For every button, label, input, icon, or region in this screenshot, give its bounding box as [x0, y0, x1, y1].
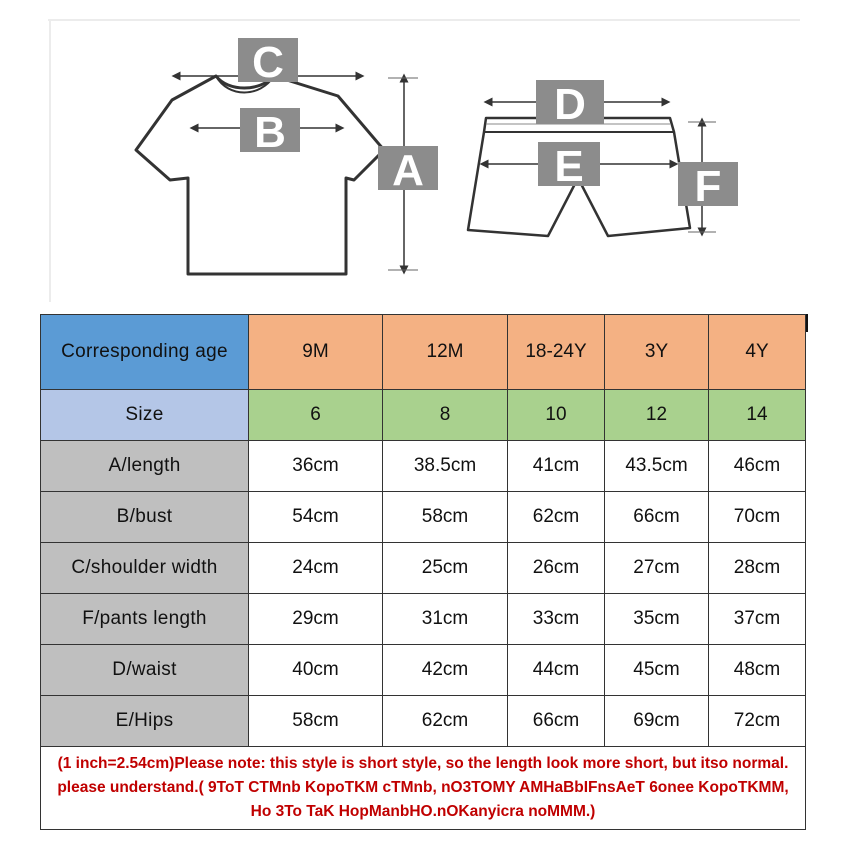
- table-cell: 35cm: [605, 594, 709, 645]
- size-note: (1 inch=2.54cm)Please note: this style is short style, so the length look more short, but itso normal. please understand.( 9ToT CTMnb KopoTKM cTMnb, nO3TOMY AMHaBbIFnsAeT 6onee KopoTKMM, Ho 3To TaK HopManbHO.nOKanyicra noMMM.): [41, 747, 806, 830]
- size-cell: 12: [605, 390, 709, 441]
- table-cell: 72cm: [709, 696, 806, 747]
- size-chart-table: [40, 314, 806, 830]
- table-cell: 38.5cm: [383, 441, 508, 492]
- table-row: [41, 543, 806, 594]
- age-cell: 9M: [249, 315, 383, 390]
- table-row: [41, 645, 806, 696]
- age-cell: 4Y: [709, 315, 806, 390]
- label-a: A: [392, 146, 424, 195]
- tshirt-icon: [136, 76, 418, 274]
- table-cell: 29cm: [249, 594, 383, 645]
- age-label: Corresponding age: [41, 315, 249, 390]
- table-cell: 41cm: [508, 441, 605, 492]
- table-cell: 44cm: [508, 645, 605, 696]
- table-cell: 37cm: [709, 594, 806, 645]
- table-row: [41, 492, 806, 543]
- row-label: C/shoulder width: [41, 543, 249, 594]
- label-b: B: [254, 108, 286, 157]
- table-cell: 28cm: [709, 543, 806, 594]
- table-row-size: [41, 390, 806, 441]
- size-cell: 10: [508, 390, 605, 441]
- row-label: D/waist: [41, 645, 249, 696]
- table-cell: 58cm: [249, 696, 383, 747]
- label-d: D: [554, 80, 586, 129]
- table-row-note: [41, 747, 806, 830]
- row-label: F/pants length: [41, 594, 249, 645]
- measurement-diagram-svg: [48, 18, 800, 304]
- table-cell: 69cm: [605, 696, 709, 747]
- table-cell: 48cm: [709, 645, 806, 696]
- table-cell: 58cm: [383, 492, 508, 543]
- table-row: [41, 441, 806, 492]
- table-cell: 70cm: [709, 492, 806, 543]
- table-cell: 36cm: [249, 441, 383, 492]
- row-label: A/length: [41, 441, 249, 492]
- age-cell: 18-24Y: [508, 315, 605, 390]
- table-edge-mark: [806, 314, 808, 332]
- table-cell: 62cm: [383, 696, 508, 747]
- size-cell: 14: [709, 390, 806, 441]
- size-label: Size: [41, 390, 249, 441]
- table-cell: 66cm: [605, 492, 709, 543]
- table-cell: 42cm: [383, 645, 508, 696]
- row-label: E/Hips: [41, 696, 249, 747]
- table-cell: 27cm: [605, 543, 709, 594]
- table-row: [41, 594, 806, 645]
- label-c: C: [252, 38, 284, 87]
- table-row-age: [41, 315, 806, 390]
- table-cell: 54cm: [249, 492, 383, 543]
- size-cell: 6: [249, 390, 383, 441]
- label-e: E: [554, 142, 584, 191]
- label-f: F: [694, 162, 722, 211]
- table-cell: 33cm: [508, 594, 605, 645]
- table-cell: 62cm: [508, 492, 605, 543]
- table-cell: 66cm: [508, 696, 605, 747]
- table-cell: 24cm: [249, 543, 383, 594]
- measurement-diagram: [48, 18, 800, 304]
- table-row: [41, 696, 806, 747]
- size-cell: 8: [383, 390, 508, 441]
- table-cell: 25cm: [383, 543, 508, 594]
- row-label: B/bust: [41, 492, 249, 543]
- table-cell: 40cm: [249, 645, 383, 696]
- age-cell: 12M: [383, 315, 508, 390]
- table-cell: 26cm: [508, 543, 605, 594]
- table-cell: 45cm: [605, 645, 709, 696]
- age-cell: 3Y: [605, 315, 709, 390]
- table-cell: 43.5cm: [605, 441, 709, 492]
- table-cell: 31cm: [383, 594, 508, 645]
- table-cell: 46cm: [709, 441, 806, 492]
